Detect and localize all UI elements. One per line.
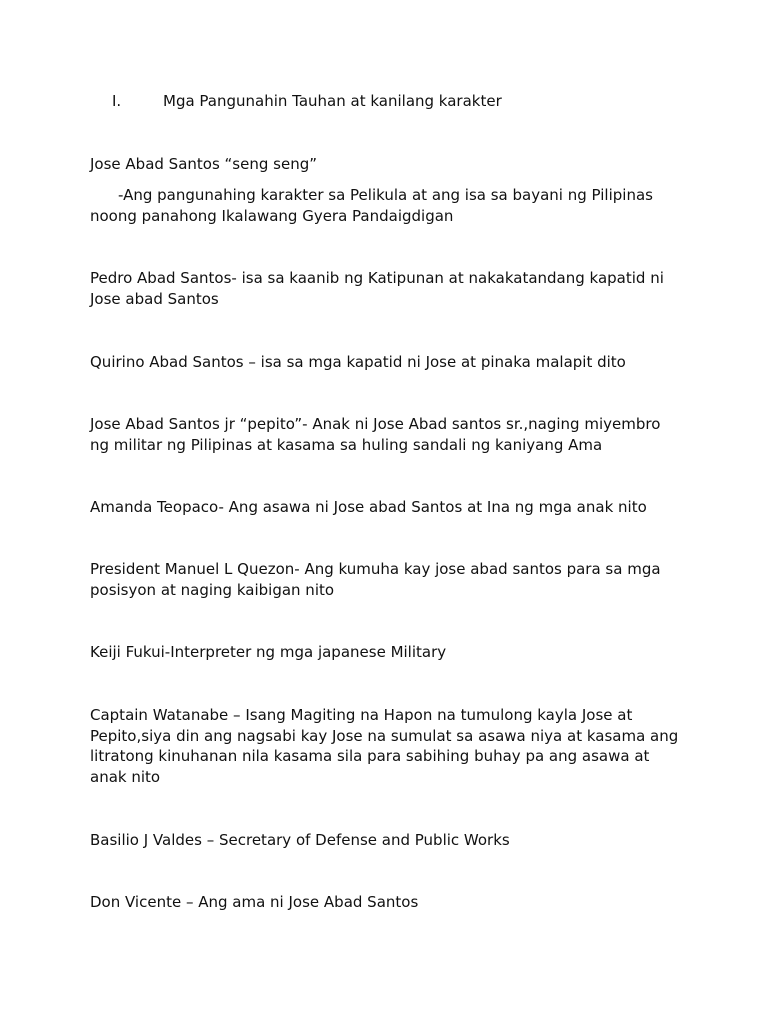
character-watanabe: Captain Watanabe – Isang Magiting na Hapon na tumulong kayla Jose at Pepito,siya din ang nagsabi kay Jose na sumulat sa asawa niya at kasama ang litratong kinuhanan nila kasama sila para sabihing buhay pa ang asawa at anak nito bbox=[90, 706, 679, 786]
section-title: Mga Pangunahin Tauhan at kanilang karakter bbox=[163, 92, 502, 110]
character-quirino: Quirino Abad Santos – isa sa mga kapatid ni Jose at pinaka malapit dito bbox=[90, 353, 626, 371]
character-pepito: Jose Abad Santos jr “pepito”- Anak ni Jose Abad santos sr.,naging miyembro ng militar ng Pilipinas at kasama sa huling sandali ng kaniyang Ama bbox=[90, 415, 661, 454]
character-name-jose: Jose Abad Santos “seng seng” bbox=[90, 155, 317, 173]
section-heading bbox=[112, 91, 502, 112]
character-fukui: Keiji Fukui-Interpreter ng mga japanese Military bbox=[90, 643, 447, 661]
section-number: I. bbox=[112, 92, 122, 110]
character-description-jose: -Ang pangunahing karakter sa Pelikula at ang isa sa bayani ng Pilipinas noong panahong Ikalawang Gyera Pandaigdigan bbox=[90, 186, 653, 225]
character-amanda: Amanda Teopaco- Ang asawa ni Jose abad Santos at Ina ng mga anak nito bbox=[90, 498, 647, 516]
character-pedro: Pedro Abad Santos- isa sa kaanib ng Katipunan at nakakatandang kapatid ni Jose abad Santos bbox=[90, 269, 664, 308]
character-quezon: President Manuel L Quezon- Ang kumuha kay jose abad santos para sa mga posisyon at naging kaibigan nito bbox=[90, 560, 661, 599]
character-don-vicente: Don Vicente – Ang ama ni Jose Abad Santos bbox=[90, 893, 419, 911]
character-valdes: Basilio J Valdes – Secretary of Defense and Public Works bbox=[90, 831, 510, 849]
